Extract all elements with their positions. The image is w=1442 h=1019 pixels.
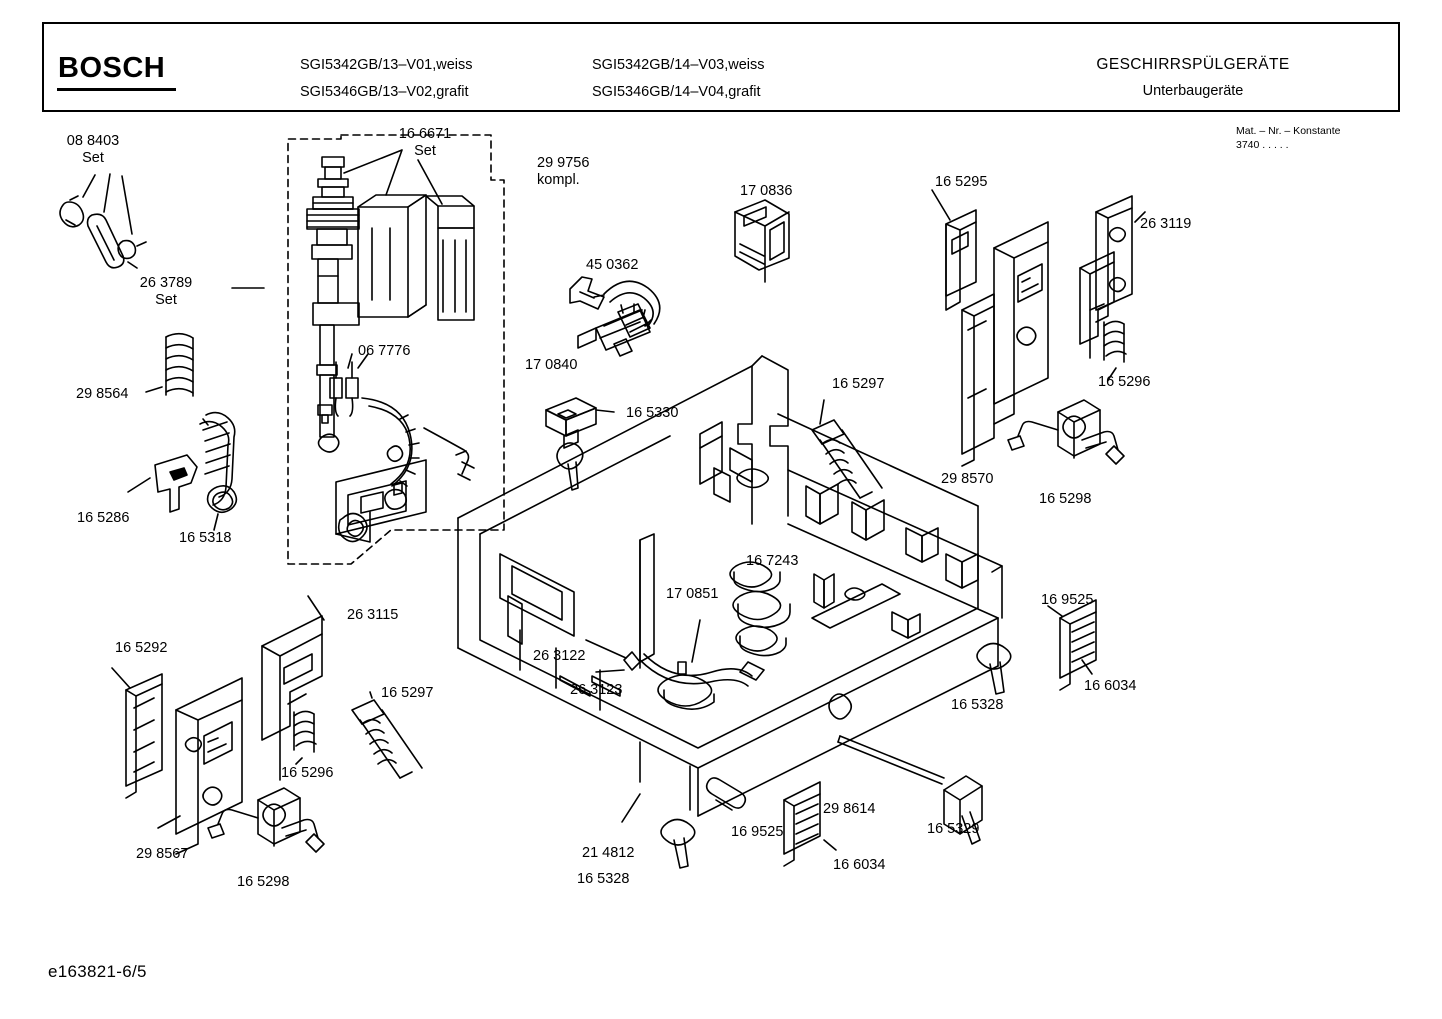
part-label-263122: 26 3122 (533, 648, 586, 664)
header-border-right (1398, 22, 1400, 112)
part-art-298614 (838, 736, 944, 784)
part-art-165330 (546, 398, 614, 490)
part-art-165292 (112, 668, 162, 798)
part-art-169525-pin (707, 778, 746, 810)
part-art-263115 (262, 596, 324, 780)
part-label-165286: 16 5286 (77, 510, 130, 526)
part-label-170836: 17 0836 (740, 183, 793, 199)
part-label-165292: 16 5292 (115, 640, 168, 656)
part-label-263115: 26 3115 (347, 607, 399, 623)
material-number-value: 3740 . . . . . (1236, 139, 1289, 151)
part-label-165298-right: 16 5298 (1039, 491, 1092, 507)
part-label-170840: 17 0840 (525, 357, 578, 373)
category-block (1003, 52, 1383, 104)
part-label-298567: 29 8567 (136, 846, 189, 862)
part-label-088403: 08 8403 Set (66, 133, 120, 166)
leader-166034-right (1082, 660, 1092, 674)
part-label-167243: 16 7243 (746, 553, 799, 569)
part-art-067776 (318, 354, 368, 423)
model-list-column-2 (592, 52, 765, 106)
part-label-450362: 45 0362 (586, 257, 639, 273)
model-label: SGI5346GB/13–V02,grafit (300, 84, 469, 100)
part-label-298564: 29 8564 (76, 386, 129, 402)
part-label-170851: 17 0851 (666, 586, 719, 602)
part-label-165296-lower: 16 5296 (281, 765, 334, 781)
category-title: GESCHIRRSPÜLGERÄTE (1096, 56, 1290, 73)
part-art-165296-lower (294, 711, 316, 764)
part-label-166034-bottom: 16 6034 (833, 857, 886, 873)
model-list-column-1 (300, 52, 473, 106)
part-art-165328-bottom (661, 820, 695, 869)
bosch-logo-underline (57, 88, 176, 91)
part-label-298614: 29 8614 (823, 801, 876, 817)
part-art-298567 (158, 678, 242, 854)
part-art-298564 (146, 334, 193, 396)
leader-214812 (622, 794, 640, 822)
part-label-298570: 29 8570 (941, 471, 994, 487)
part-art-dispenser-plate (336, 460, 426, 542)
part-label-299756: 29 9756 kompl. (537, 155, 590, 188)
part-art-165295 (932, 190, 1048, 466)
part-label-165295: 16 5295 (935, 174, 988, 190)
part-label-067776: 06 7776 (358, 343, 411, 359)
part-art-165297-center (812, 400, 882, 498)
header-border-bottom (42, 110, 1400, 112)
bosch-logo: BOSCH (58, 52, 166, 84)
part-label-165298-lower: 16 5298 (237, 874, 290, 890)
header-border-top (42, 22, 1400, 24)
part-art-165298-lower (208, 788, 324, 852)
model-label: SGI5342GB/14–V03,weiss (592, 57, 765, 73)
part-label-165330: 16 5330 (626, 405, 679, 421)
part-art-169525-right (1048, 600, 1096, 690)
part-art-166034-bottom (784, 782, 836, 866)
model-label: SGI5346GB/14–V04,grafit (592, 84, 761, 100)
part-label-165329: 16 5329 (927, 821, 980, 837)
leader-263123 (596, 670, 624, 672)
part-art-165318 (200, 413, 236, 530)
part-art-166671 (307, 157, 474, 452)
part-art-base-chassis (458, 356, 1442, 816)
part-label-165318: 16 5318 (179, 530, 232, 546)
drawing-code: e163821-6/5 (48, 962, 147, 981)
part-art-450362 (570, 277, 660, 356)
part-art-170836 (735, 200, 789, 282)
part-label-263789: 26 3789 Set (139, 275, 193, 308)
part-art-165328-right (977, 644, 1011, 695)
part-art-coiled-hose (362, 398, 474, 509)
part-art-263119 (1080, 196, 1145, 358)
model-label: SGI5342GB/13–V01,weiss (300, 57, 473, 73)
leader-263122 (586, 640, 626, 658)
material-number-block (1236, 124, 1340, 152)
part-art-165297-lower (352, 692, 422, 778)
part-label-169525-right: 16 9525 (1041, 592, 1094, 608)
material-number-heading: Mat. – Nr. – Konstante (1236, 125, 1341, 137)
part-label-263119: 26 3119 (1140, 216, 1192, 232)
part-label-165328-right: 16 5328 (951, 697, 1004, 713)
part-label-165297-lower: 16 5297 (381, 685, 434, 701)
part-art-165286 (128, 455, 197, 512)
header-border-left (42, 22, 44, 112)
part-label-166671: 16 6671 Set (398, 126, 452, 159)
part-art-088403 (60, 174, 146, 268)
part-label-214812: 21 4812 (582, 845, 635, 861)
part-label-166034-right: 16 6034 (1084, 678, 1137, 694)
part-label-169525-pin: 16 9525 (731, 824, 784, 840)
part-label-165297-center: 16 5297 (832, 376, 885, 392)
part-label-165328-bottom: 16 5328 (577, 871, 630, 887)
part-art-170851 (624, 620, 764, 686)
part-art-165298-right (1008, 400, 1124, 464)
part-art-165296-upper (1104, 321, 1126, 380)
part-label-165296-upper: 16 5296 (1098, 374, 1151, 390)
category-subtitle: Unterbaugeräte (1142, 83, 1244, 99)
part-label-263123: 26 3123 (570, 682, 623, 698)
